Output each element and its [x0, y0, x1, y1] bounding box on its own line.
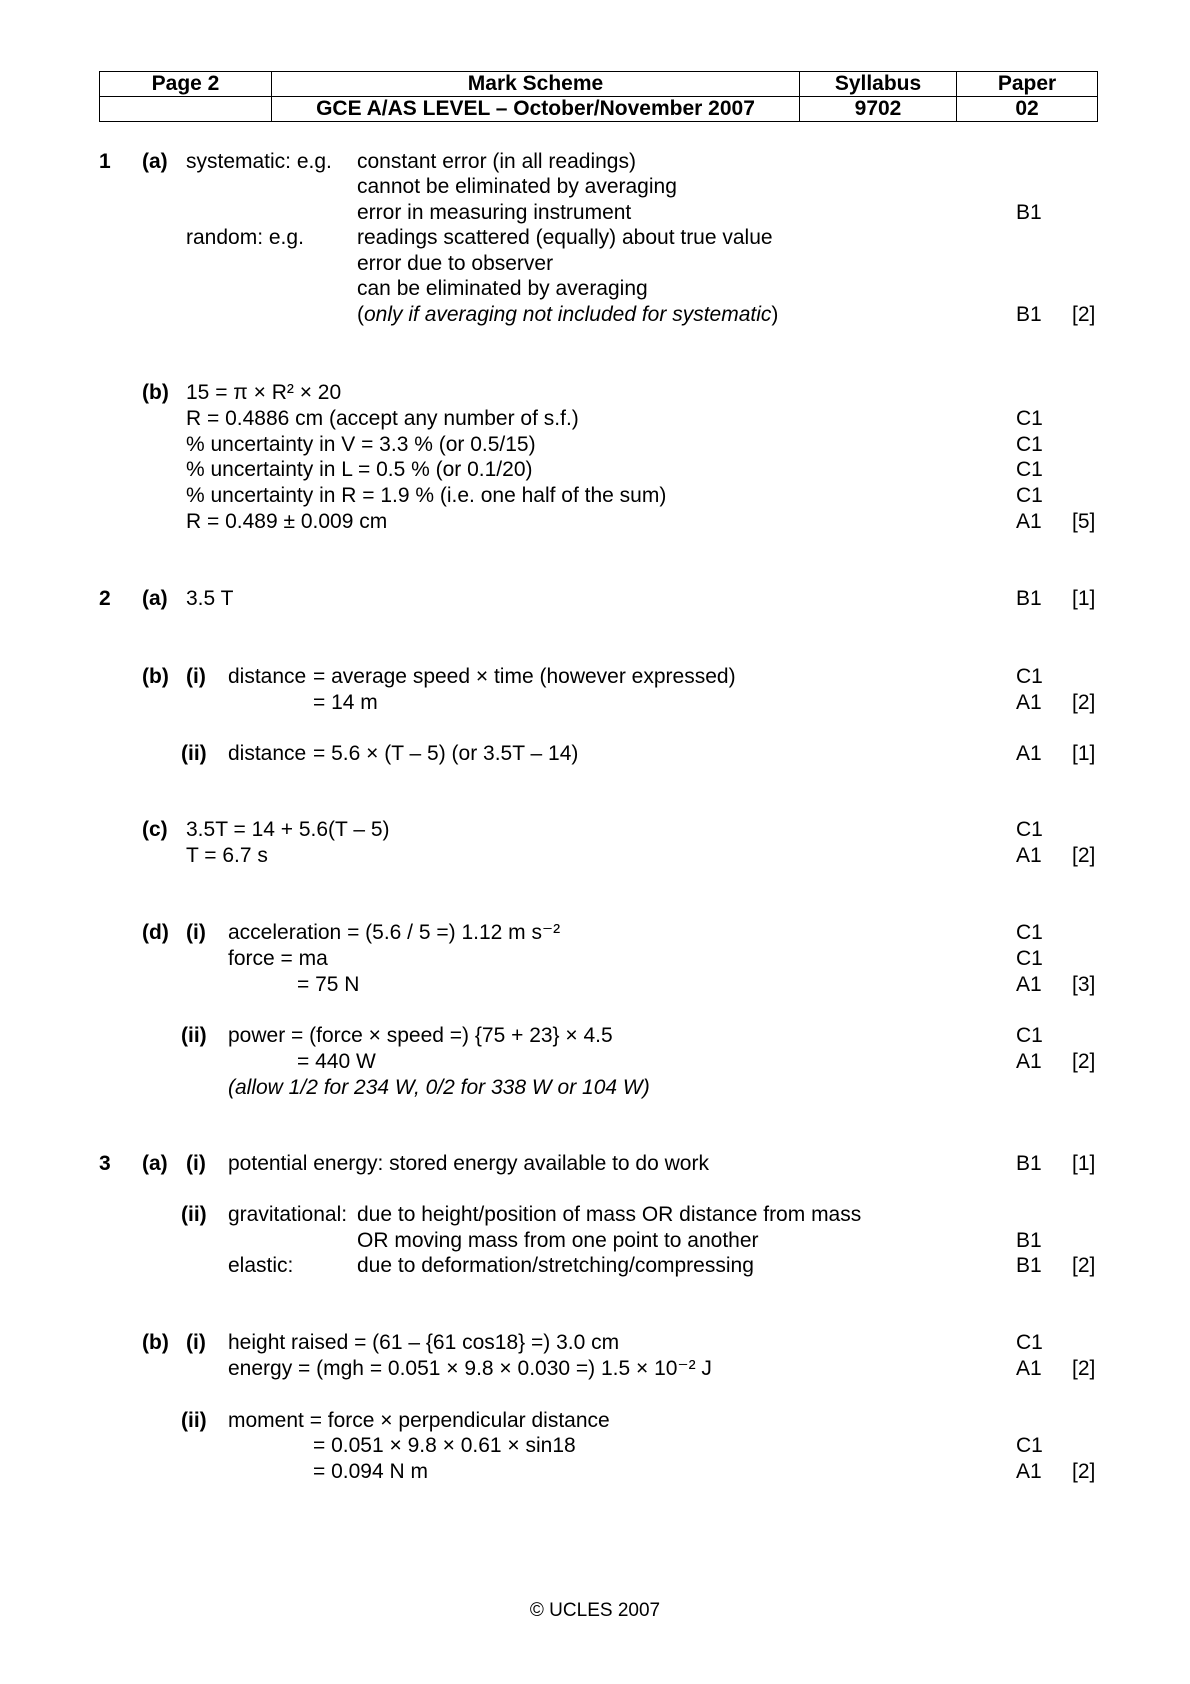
- question-number: 1: [99, 150, 111, 173]
- part-label: (d): [142, 921, 169, 944]
- answer-line: 3.5T = 14 + 5.6(T – 5): [186, 818, 390, 841]
- total-marks: [1]: [1072, 742, 1096, 765]
- answer-line: = 14 m: [313, 691, 378, 714]
- part-label: (c): [142, 818, 168, 841]
- mark: C1: [1016, 1434, 1043, 1457]
- answer-line: = average speed × time (however expressed): [313, 665, 736, 688]
- total-marks: [1]: [1072, 1152, 1096, 1175]
- subpart-label: (i): [186, 1331, 206, 1354]
- subpart-label: (ii): [181, 1409, 207, 1432]
- part-label: (a): [142, 1152, 168, 1175]
- part-label: (a): [142, 587, 168, 610]
- header-syllabus-label: Syllabus: [800, 72, 957, 97]
- part-label: (b): [142, 381, 169, 404]
- part-label: (b): [142, 665, 169, 688]
- total-marks: [2]: [1072, 1254, 1096, 1277]
- footer-copyright: © UCLES 2007: [529, 1600, 661, 1621]
- total-marks: [2]: [1072, 691, 1096, 714]
- subpart-label: (i): [186, 665, 206, 688]
- subpart-label: (i): [186, 921, 206, 944]
- answer-word: distance: [228, 742, 307, 765]
- answer-line: power = (force × speed =) {75 + 23} × 4.5: [228, 1024, 613, 1047]
- answer-line: potential energy: stored energy available to do work: [228, 1152, 709, 1175]
- answer-line: = 0.051 × 9.8 × 0.61 × sin18: [313, 1434, 576, 1457]
- mark: A1: [1016, 1050, 1042, 1073]
- answer-line: cannot be eliminated by averaging: [357, 175, 677, 198]
- answer-line: readings scattered (equally) about true value: [357, 226, 773, 249]
- answer-line: moment = force × perpendicular distance: [228, 1409, 610, 1432]
- mark: A1: [1016, 742, 1042, 765]
- marking-note: (allow 1/2 for 234 W, 0/2 for 338 W or 104 W): [228, 1076, 650, 1099]
- header-table: [99, 71, 1098, 122]
- total-marks: [2]: [1072, 303, 1096, 326]
- subpart-label: (ii): [181, 742, 207, 765]
- mark: C1: [1016, 433, 1043, 456]
- answer-word: distance: [228, 665, 307, 688]
- mark: A1: [1016, 1460, 1042, 1483]
- answer-line: = 75 N: [297, 973, 360, 996]
- part-label: (b): [142, 1331, 169, 1354]
- answer-line: = 0.094 N m: [313, 1460, 428, 1483]
- header-page: Page 2: [100, 72, 272, 97]
- answer-line: can be eliminated by averaging: [357, 277, 648, 300]
- question-number: 3: [99, 1152, 111, 1175]
- systematic-label: systematic: e.g.: [186, 150, 332, 173]
- answer-line: force = ma: [228, 947, 328, 970]
- answer-line: due to height/position of mass OR distance from mass: [357, 1203, 862, 1226]
- total-marks: [2]: [1072, 1357, 1096, 1380]
- header-empty-cell: [100, 97, 272, 122]
- mark: B1: [1016, 587, 1042, 610]
- mark: C1: [1016, 818, 1043, 841]
- answer-line: constant error (in all readings): [357, 150, 636, 173]
- answer-line: energy = (mgh = 0.051 × 9.8 × 0.030 =) 1.5 × 10⁻² J: [228, 1357, 712, 1380]
- elastic-label: elastic:: [228, 1254, 294, 1277]
- mark: C1: [1016, 665, 1043, 688]
- mark: C1: [1016, 407, 1043, 430]
- total-marks: [2]: [1072, 1460, 1096, 1483]
- answer-line: = 5.6 × (T – 5) (or 3.5T – 14): [313, 742, 579, 765]
- mark: A1: [1016, 1357, 1042, 1380]
- answer-line: error in measuring instrument: [357, 201, 632, 224]
- answer-line: % uncertainty in V = 3.3 % (or 0.5/15): [186, 433, 536, 456]
- subpart-label: (ii): [181, 1024, 207, 1047]
- mark: C1: [1016, 1331, 1043, 1354]
- mark: A1: [1016, 973, 1042, 996]
- part-label: (a): [142, 150, 168, 173]
- question-number: 2: [99, 587, 111, 610]
- answer-line: height raised = (61 – {61 cos18} =) 3.0 cm: [228, 1331, 620, 1354]
- answer-line: acceleration = (5.6 / 5 =) 1.12 m s⁻²: [228, 921, 561, 944]
- header-paper-label: Paper: [957, 72, 1098, 97]
- answer-line: error due to observer: [357, 252, 554, 275]
- marking-note: (only if averaging not included for systematic): [357, 303, 779, 326]
- header-paper-number: 02: [957, 97, 1098, 122]
- mark: B1: [1016, 303, 1042, 326]
- mark: B1: [1016, 1152, 1042, 1175]
- subpart-label: (ii): [181, 1203, 207, 1226]
- mark: B1: [1016, 201, 1042, 224]
- mark: B1: [1016, 1229, 1042, 1252]
- answer-line: % uncertainty in L = 0.5 % (or 0.1/20): [186, 458, 533, 481]
- answer-line: 15 = π × R² × 20: [186, 381, 342, 404]
- answer-line: due to deformation/stretching/compressing: [357, 1254, 754, 1277]
- mark: C1: [1016, 484, 1043, 507]
- header-syllabus-code: 9702: [800, 97, 957, 122]
- mark: A1: [1016, 691, 1042, 714]
- answer-line: T = 6.7 s: [186, 844, 268, 867]
- total-marks: [2]: [1072, 844, 1096, 867]
- random-label: random: e.g.: [186, 226, 304, 249]
- answer-line: OR moving mass from one point to another: [357, 1229, 759, 1252]
- answer-line: R = 0.489 ± 0.009 cm: [186, 510, 388, 533]
- mark: A1: [1016, 510, 1042, 533]
- subpart-label: (i): [186, 1152, 206, 1175]
- answer-line: % uncertainty in R = 1.9 % (i.e. one half of the sum): [186, 484, 667, 507]
- mark: A1: [1016, 844, 1042, 867]
- header-exam: GCE A/AS LEVEL – October/November 2007: [272, 97, 800, 122]
- answer-line: 3.5 T: [186, 587, 234, 610]
- header-title: Mark Scheme: [272, 72, 800, 97]
- answer-line: = 440 W: [297, 1050, 376, 1073]
- answer-line: R = 0.4886 cm (accept any number of s.f.): [186, 407, 579, 430]
- mark: C1: [1016, 921, 1043, 944]
- gravitational-label: gravitational:: [228, 1203, 348, 1226]
- mark: B1: [1016, 1254, 1042, 1277]
- mark: C1: [1016, 1024, 1043, 1047]
- total-marks: [1]: [1072, 587, 1096, 610]
- total-marks: [5]: [1072, 510, 1096, 533]
- mark: C1: [1016, 458, 1043, 481]
- total-marks: [3]: [1072, 973, 1096, 996]
- total-marks: [2]: [1072, 1050, 1096, 1073]
- mark: C1: [1016, 947, 1043, 970]
